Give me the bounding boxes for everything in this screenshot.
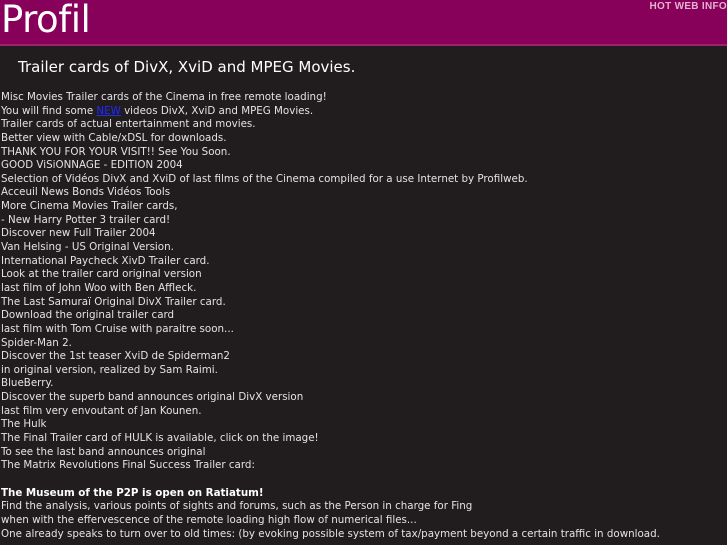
text-line: More Cinema Movies Trailer cards, xyxy=(1,200,178,213)
text-line: Download the original trailer card xyxy=(1,309,175,322)
spacer xyxy=(1,473,726,487)
p2p-lines xyxy=(1,500,726,541)
text-line: Trailer cards of actual entertainment and movies. xyxy=(1,118,256,131)
p2p-line: when with the effervescence of the remote loading high flow of numerical files... xyxy=(1,513,417,526)
main-content xyxy=(1,91,726,541)
site-title[interactable]: Profil xyxy=(1,0,91,41)
new-videos-line xyxy=(1,105,726,119)
text-line: last film of John Woo with Ben Affleck. xyxy=(1,281,197,294)
text-lines xyxy=(1,118,726,473)
text-line: BlueBerry. xyxy=(1,377,54,390)
new-videos-suffix: videos DivX, XviD and MPEG Movies. xyxy=(120,104,314,117)
text-line: Better view with Cable/xDSL for downloads. xyxy=(1,131,227,144)
text-line: last film with Tom Cruise with paraitre soon... xyxy=(1,322,234,335)
text-line: To see the last band announces original xyxy=(1,445,206,458)
text-line: GOOD ViSiONNAGE - EDITION 2004 xyxy=(1,159,183,172)
text-line: The Last Samuraï Original DivX Trailer card. xyxy=(1,295,226,308)
hot-web-info-link[interactable]: HOT WEB INFO xyxy=(649,1,727,12)
text-line: Discover the superb band announces original DivX version xyxy=(1,391,304,404)
text-line: The Matrix Revolutions Final Success Trailer card: xyxy=(1,459,255,472)
text-line: Van Helsing - US Original Version. xyxy=(1,241,174,254)
new-videos-prefix: You will find some xyxy=(1,104,97,117)
page-heading: Trailer cards of DivX, XviD and MPEG Movies. xyxy=(18,58,356,76)
text-line: Discover the 1st teaser XviD de Spiderman2 xyxy=(1,350,230,363)
text-line: Spider-Man 2. xyxy=(1,336,72,349)
new-videos-link[interactable]: NEW xyxy=(96,104,121,117)
text-line: in original version, realized by Sam Raimi. xyxy=(1,363,218,376)
text-line: Look at the trailer card original version xyxy=(1,268,202,281)
text-line: Discover new Full Trailer 2004 xyxy=(1,227,156,240)
text-line: International Paycheck XivD Trailer card. xyxy=(1,254,210,267)
p2p-heading: The Museum of the P2P is open on Ratiatum! xyxy=(1,486,264,499)
text-line: last film very envoutant of Jan Kounen. xyxy=(1,404,202,417)
intro-line: Misc Movies Trailer cards of the Cinema in free remote loading! xyxy=(1,91,327,103)
text-line: Selection of Vidéos DivX and XviD of last films of the Cinema compiled for a use Internet by Profilweb. xyxy=(1,172,528,185)
text-line: THANK YOU FOR YOUR VISIT!! See You Soon. xyxy=(1,145,231,158)
text-line: The Hulk xyxy=(1,418,47,431)
text-line: - New Harry Potter 3 trailer card! xyxy=(1,213,171,226)
text-line: Acceuil News Bonds Vidéos Tools xyxy=(1,186,171,199)
text-line: The Final Trailer card of HULK is available, click on the image! xyxy=(1,432,319,445)
p2p-line: Find the analysis, various points of sights and forums, such as the Person in charge for Fing xyxy=(1,500,473,513)
p2p-line: One already speaks to turn over to old times: (by evoking possible system of tax/payment beyond a certain traffic in download. xyxy=(1,527,660,540)
site-header xyxy=(0,0,727,46)
